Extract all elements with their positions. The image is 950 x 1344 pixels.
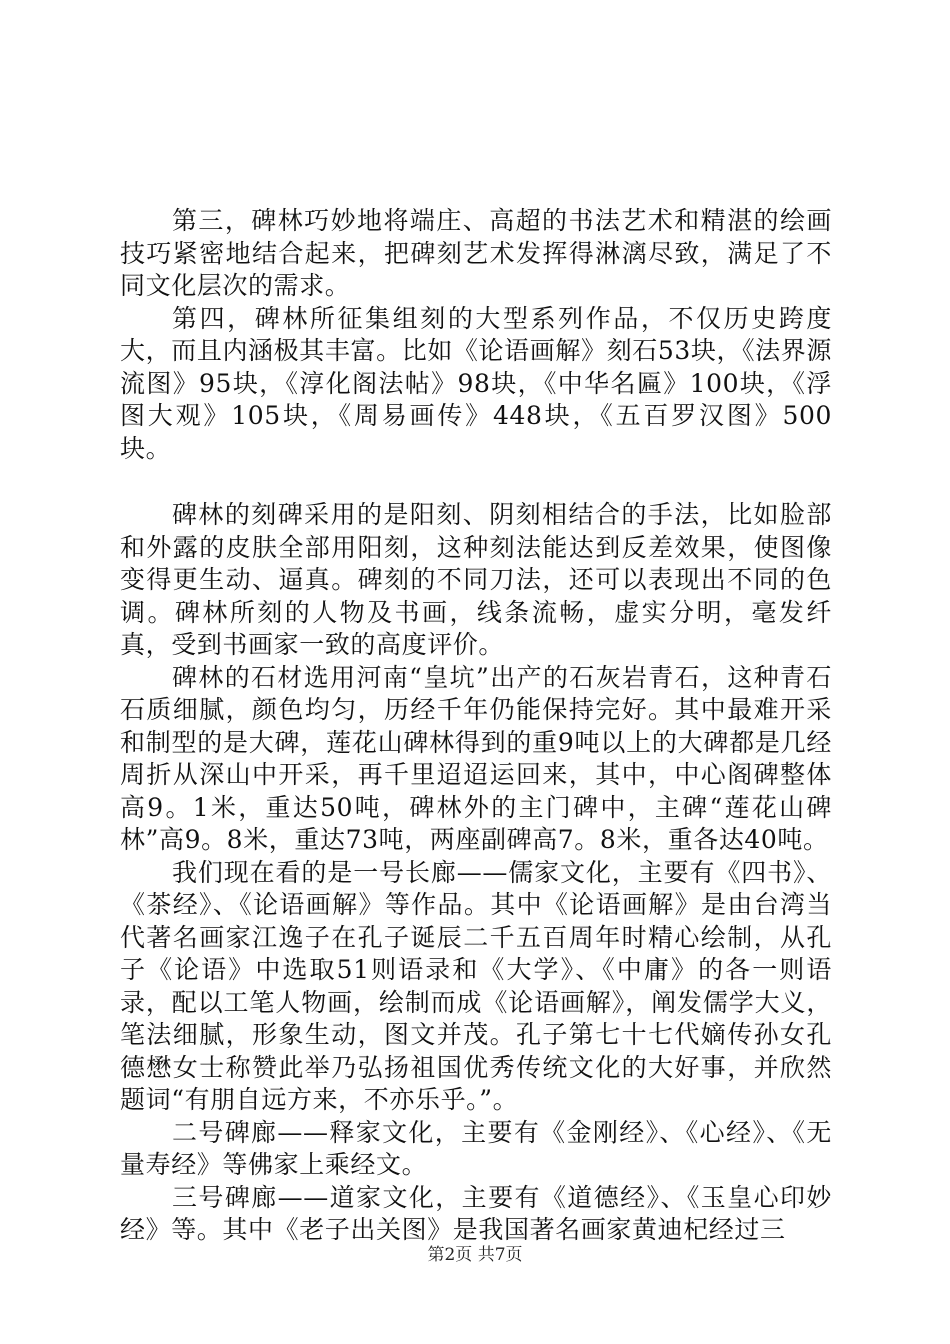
page-number-footer: 第2页 共7页 <box>427 1245 523 1265</box>
paragraph-corridor-three: 三号碑廊——道家文化，主要有《道德经》、《玉皇心印妙经》等。其中《老子出关图》是我国著名画家黄迪杞经过三 <box>120 1182 832 1244</box>
paragraph-third-point: 第三，碑林巧妙地将端庄、高超的书法艺术和精湛的绘画技巧紧密地结合起来，把碑刻艺术发挥得淋漓尽致，满足了不同文化层次的需求。 <box>120 206 832 300</box>
paragraph-fourth-point: 第四，碑林所征集组刻的大型系列作品，不仅历史跨度大，而且内涵极其丰富。比如《论语画解》刻石53块，《法界源流图》95块，《淳化阁法帖》98块，《中华名匾》100块，《浮图大观》105块，《周易画传》448块，《五百罗汉图》500块。 <box>120 303 832 463</box>
document-body <box>120 205 832 1247</box>
paragraph-corridor-two: 二号碑廊——释家文化，主要有《金刚经》、《心经》、《无量寿经》等佛家上乘经文。 <box>120 1117 832 1179</box>
paragraph-stone-material: 碑林的石材选用河南“皇坑”出产的石灰岩青石，这种青石石质细腻，颜色均匀，历经千年仍能保持完好。其中最难开采和制型的是大碑，莲花山碑林得到的重9吨以上的大碑都是几经周折从深山中开采，再千里迢迢运回来，其中，中心阁碑整体高9。1米，重达50吨，碑林外的主门碑中，主碑“莲花山碑林”高9。8米，重达73吨，两座副碑高7。8米，重各达40吨。 <box>120 662 832 854</box>
paragraph-corridor-one: 我们现在看的是一号长廊——儒家文化，主要有《四书》、《茶经》、《论语画解》等作品。其中《论语画解》是由台湾当代著名画家江逸子在孔子诞辰二千五百周年时精心绘制，从孔子《论语》中选取51则语录和《大学》、《中庸》的各一则语录，配以工笔人物画，绘制而成《论语画解》，阐发儒学大义，笔法细腻，形象生动，图文并茂。孔子第七十七代嫡传孙女孔德懋女士称赞此举乃弘扬祖国优秀传统文化的大好事，并欣然题词“有朋自远方来，不亦乐乎。”。 <box>120 857 832 1114</box>
paragraph-carving-technique: 碑林的刻碑采用的是阳刻、阴刻相结合的手法，比如脸部和外露的皮肤全部用阳刻，这种刻法能达到反差效果，使图像变得更生动、逼真。碑刻的不同刀法，还可以表现出不同的色调。碑林所刻的人物及书画，线条流畅，虚实分明，毫发纤真，受到书画家一致的高度评价。 <box>120 500 832 659</box>
